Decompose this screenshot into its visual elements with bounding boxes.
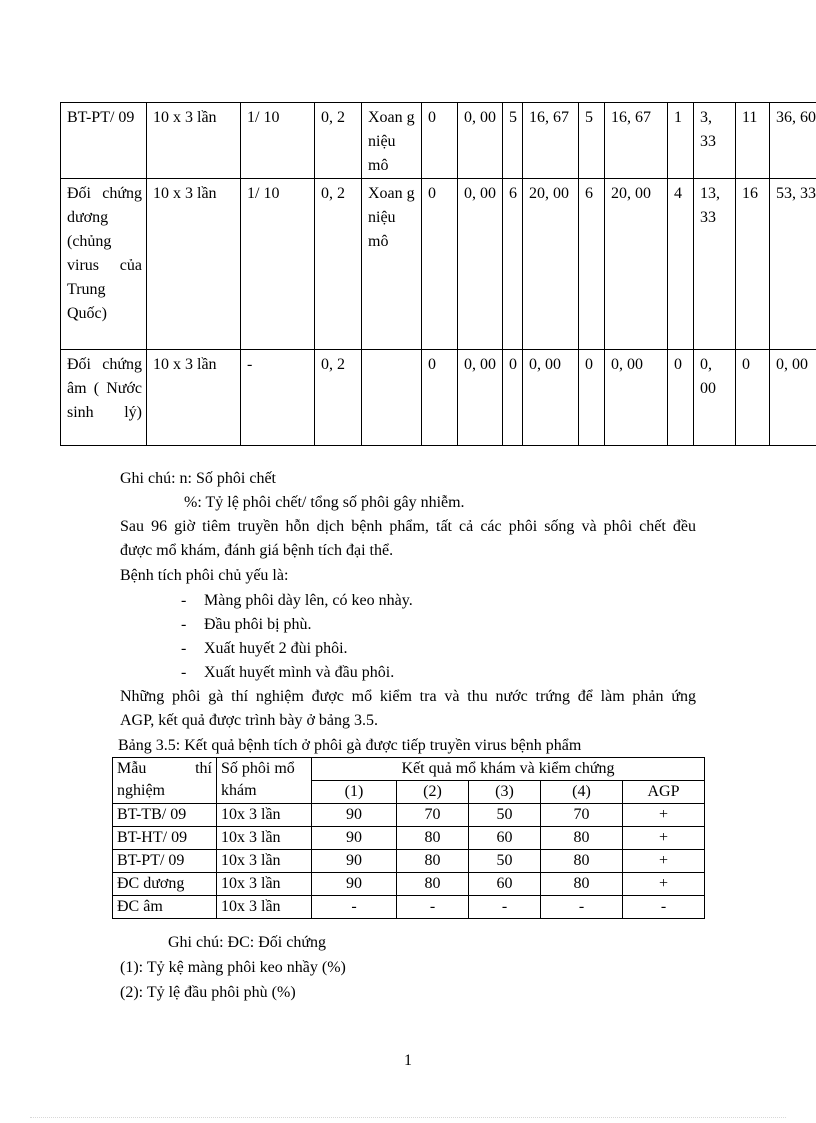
subheader-cell: (3) xyxy=(469,781,541,804)
table-cell: 0, 00 xyxy=(458,179,503,350)
header-text: Số phôi mổ xyxy=(221,760,295,777)
subheader-cell: (4) xyxy=(541,781,623,804)
table-cell: 80 xyxy=(541,850,623,873)
table-cell: 10 x 3 lần xyxy=(147,103,241,179)
table-cell: ĐC dương xyxy=(113,873,217,896)
header-text: Mẫu xyxy=(117,760,147,777)
header-results: Kết quả mổ khám và kiểm chứng xyxy=(312,758,705,781)
table-cell: 16 xyxy=(736,179,770,350)
table-cell: 0, 00 xyxy=(605,350,668,446)
table-cell: 20, 00 xyxy=(523,179,579,350)
list-item: Xuất huyết 2 đùi phôi. xyxy=(204,640,348,657)
table-cell: + xyxy=(623,804,705,827)
table-cell: 10x 3 lần xyxy=(217,873,312,896)
table-cell: 0 xyxy=(422,350,458,446)
table-cell: 10 x 3 lần xyxy=(147,179,241,350)
table-cell: 0, 00 xyxy=(458,103,503,179)
table-row xyxy=(61,350,816,446)
table-cell xyxy=(362,350,422,446)
table-cell: 90 xyxy=(312,873,397,896)
subheader-cell: (1) xyxy=(312,781,397,804)
table-cell: 80 xyxy=(541,827,623,850)
table-cell: 4 xyxy=(668,179,694,350)
table-cell: 60 xyxy=(469,873,541,896)
table-row xyxy=(61,103,816,179)
header-sample xyxy=(113,758,217,804)
table-cell: 70 xyxy=(541,804,623,827)
table-row xyxy=(113,873,705,896)
table-cell: 0 xyxy=(422,179,458,350)
table-cell: 90 xyxy=(312,804,397,827)
table-cell: - xyxy=(312,896,397,919)
header-text: khám xyxy=(221,782,257,799)
footnote-1: (1): Tỷ kệ màng phôi keo nhầy (%) xyxy=(120,959,346,976)
header-text: thí xyxy=(195,760,212,777)
table-cell: 10 x 3 lần xyxy=(147,350,241,446)
list-item: Xuất huyết mình và đầu phôi. xyxy=(204,664,395,681)
table-cell: 16, 67 xyxy=(605,103,668,179)
table-cell: 0, 2 xyxy=(315,350,362,446)
table-cell: ĐC âm xyxy=(113,896,217,919)
header-text: nghiệm xyxy=(117,782,165,799)
bullet-marker: - xyxy=(181,640,187,657)
bullet-marker: - xyxy=(181,664,187,681)
bullet-marker: - xyxy=(181,616,187,633)
table-cell: 50 xyxy=(469,850,541,873)
note-percent: %: Tỷ lệ phôi chết/ tổng số phôi gây nhiễm. xyxy=(184,494,465,511)
table-row xyxy=(61,179,816,350)
table-cell: 0, 00 xyxy=(770,350,816,446)
table-row xyxy=(113,850,705,873)
header-sample-line xyxy=(117,758,212,780)
table-cell: BT-TB/ 09 xyxy=(113,804,217,827)
table-cell: - xyxy=(397,896,469,919)
table-cell: Đối chứng âm ( Nước sinh lý) xyxy=(61,350,147,446)
table-cell: 10x 3 lần xyxy=(217,850,312,873)
table-cell: BT-PT/ 09 xyxy=(113,850,217,873)
footnote-2: (2): Tỷ lệ đầu phôi phù (%) xyxy=(120,984,296,1001)
table-cell: BT-PT/ 09 xyxy=(61,103,147,179)
table-cell: + xyxy=(623,873,705,896)
table-cell: 20, 00 xyxy=(605,179,668,350)
lesion-results-table xyxy=(112,757,705,919)
table-cell: 6 xyxy=(503,179,523,350)
table-cell: 13, 33 xyxy=(694,179,736,350)
table-cell: Xoan g niệu mô xyxy=(362,103,422,179)
table-cell: Xoan g niệu mô xyxy=(362,179,422,350)
bullet-marker: - xyxy=(181,592,187,609)
table-cell: Đối chứng dương (chủng virus của Trung Quốc) xyxy=(61,179,147,350)
table-cell: 10x 3 lần xyxy=(217,896,312,919)
table-cell: + xyxy=(623,827,705,850)
table-cell: 10x 3 lần xyxy=(217,804,312,827)
paragraph-line: được mổ khám, đánh giá bệnh tích đại thể. xyxy=(120,542,394,559)
table-cell: 3, 33 xyxy=(694,103,736,179)
table-cell: 1 xyxy=(668,103,694,179)
table-cell: 0, 00 xyxy=(523,350,579,446)
table-row xyxy=(113,896,705,919)
table-cell: 90 xyxy=(312,827,397,850)
table-cell: - xyxy=(541,896,623,919)
table-cell: 0 xyxy=(668,350,694,446)
paragraph-line: AGP, kết quả được trình bày ở bảng 3.5. xyxy=(120,712,378,729)
table-cell: - xyxy=(469,896,541,919)
table-cell: 0, 2 xyxy=(315,103,362,179)
table-cell: 60 xyxy=(469,827,541,850)
table-cell: 0 xyxy=(736,350,770,446)
subheader-cell: AGP xyxy=(623,781,705,804)
list-item: Màng phôi dày lên, có keo nhày. xyxy=(204,592,413,609)
table-cell: 5 xyxy=(579,103,605,179)
table-cell: 90 xyxy=(312,850,397,873)
list-item: Đầu phôi bị phù. xyxy=(204,616,312,633)
table-cell: 0, 2 xyxy=(315,179,362,350)
table-cell: 80 xyxy=(397,827,469,850)
table-cell: - xyxy=(241,350,315,446)
table-cell: 1/ 10 xyxy=(241,179,315,350)
table-cell: 80 xyxy=(541,873,623,896)
table-cell: 0 xyxy=(503,350,523,446)
table-cell: 70 xyxy=(397,804,469,827)
table-cell: 50 xyxy=(469,804,541,827)
paragraph-agp xyxy=(120,685,696,733)
table-cell: + xyxy=(623,850,705,873)
table-header-row xyxy=(113,758,705,781)
table-cell: 11 xyxy=(736,103,770,179)
table-cell: 0, 00 xyxy=(458,350,503,446)
table-cell: 0 xyxy=(422,103,458,179)
table-cell: 80 xyxy=(397,850,469,873)
paragraph-line: Sau 96 giờ tiêm truyền hỗn dịch bệnh phẩm, tất cả các phôi sống và phôi chết đều xyxy=(120,518,696,535)
table-row xyxy=(113,804,705,827)
table-cell: 1/ 10 xyxy=(241,103,315,179)
note-dead-embryos: Ghi chú: n: Số phôi chết xyxy=(120,470,276,487)
table-cell: - xyxy=(623,896,705,919)
table-row xyxy=(113,827,705,850)
page-footer-divider xyxy=(30,1117,786,1118)
paragraph-line: Những phôi gà thí nghiệm được mổ kiểm tra và thu nước trứng để làm phản ứng xyxy=(120,688,696,705)
results-table-continued xyxy=(60,102,816,446)
table-cell: 5 xyxy=(503,103,523,179)
table-cell: 6 xyxy=(579,179,605,350)
table-cell: BT-HT/ 09 xyxy=(113,827,217,850)
table-cell: 53, 33 xyxy=(770,179,816,350)
lesion-intro: Bệnh tích phôi chủ yếu là: xyxy=(120,567,289,584)
header-count xyxy=(217,758,312,804)
table-cell: 80 xyxy=(397,873,469,896)
table-caption: Bảng 3.5: Kết quả bệnh tích ở phôi gà được tiếp truyền virus bệnh phẩm xyxy=(118,737,582,754)
table-cell: 10x 3 lần xyxy=(217,827,312,850)
table-cell: 36, 60 xyxy=(770,103,816,179)
footnote-dc: Ghi chú: ĐC: Đối chứng xyxy=(168,934,326,951)
table-cell: 16, 67 xyxy=(523,103,579,179)
table-cell: 0 xyxy=(579,350,605,446)
subheader-cell: (2) xyxy=(397,781,469,804)
page-number: 1 xyxy=(404,1052,412,1069)
paragraph-incubation xyxy=(120,515,696,563)
table-cell: 0, 00 xyxy=(694,350,736,446)
